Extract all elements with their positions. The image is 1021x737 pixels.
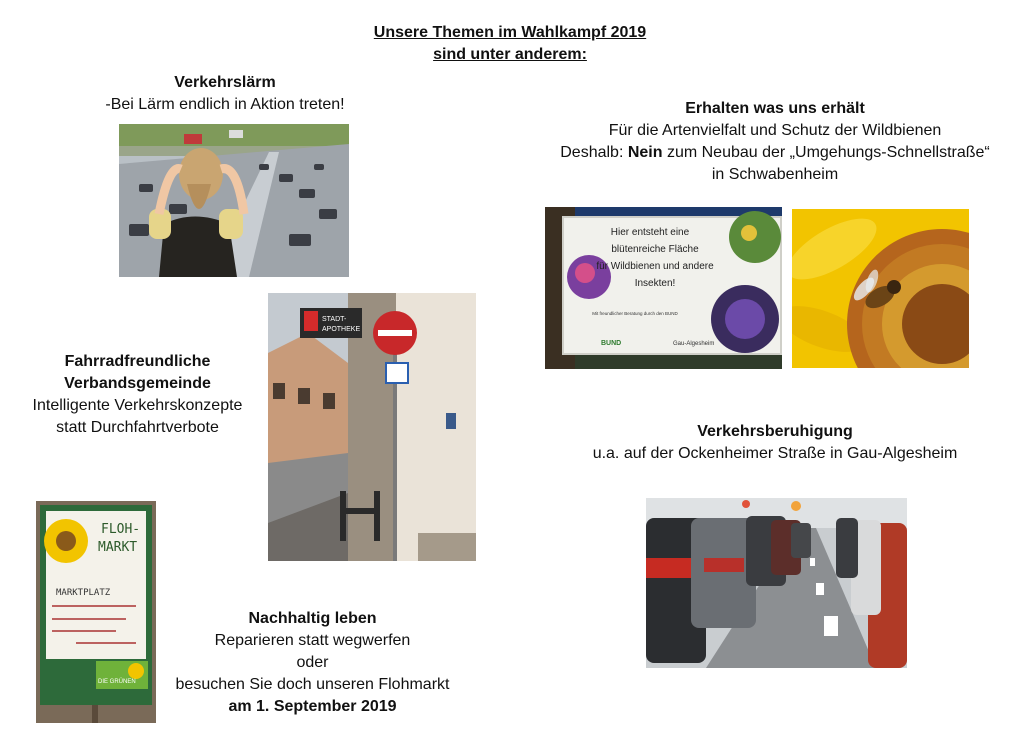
bee-sign-line-1: Hier entsteht eine bbox=[610, 227, 690, 238]
fahrrad-line-2: statt Durchfahrtverbote bbox=[56, 419, 219, 436]
fahrrad-line-1: Intelligente Verkehrskonzepte bbox=[32, 397, 243, 414]
bee-sign-logo-gau: Gau-Algesheim bbox=[673, 341, 715, 347]
erhalten-line-2 bbox=[530, 142, 1020, 164]
sunflower-bee-photo bbox=[792, 209, 969, 368]
flea-sign-line-2: MARKT bbox=[98, 540, 138, 555]
pharmacy-sign-line-1: STADT- bbox=[322, 316, 347, 323]
highway-noise-photo bbox=[119, 124, 349, 277]
verkehrsberuhigung-text: u.a. auf der Ockenheimer Straße in Gau-Algesheim bbox=[592, 445, 958, 462]
flea-sign-logo: DIE GRÜNEN bbox=[98, 679, 136, 685]
nachhaltig-line-3: besuchen Sie doch unseren Flohmarkt bbox=[175, 676, 450, 693]
nachhaltig-line-2: oder bbox=[296, 654, 329, 671]
nachhaltig-heading: Nachhaltig leben bbox=[248, 610, 377, 627]
bee-sign-logo-bund: BUND bbox=[601, 340, 622, 347]
flea-market-sign-photo bbox=[36, 501, 156, 723]
erhalten-heading: Erhalten was uns erhält bbox=[685, 100, 865, 117]
verkehrslaerm-heading: Verkehrslärm bbox=[174, 74, 276, 91]
erhalten-line-1: Für die Artenvielfalt und Schutz der Wildbienen bbox=[608, 122, 942, 139]
nachhaltig-line-1: Reparieren statt wegwerfen bbox=[214, 632, 411, 649]
traffic-jam-photo bbox=[646, 498, 907, 668]
flea-sign-line-3: MARKTPLATZ bbox=[56, 588, 111, 598]
bee-sign-line-2: blütenreiche Fläche bbox=[611, 244, 699, 255]
bee-sign-photo bbox=[545, 207, 782, 369]
verkehrslaerm-text: -Bei Lärm endlich in Aktion treten! bbox=[105, 96, 345, 113]
erhalten-line-2-prefix: Deshalb: bbox=[560, 144, 628, 161]
section-nachhaltig bbox=[160, 608, 465, 718]
erhalten-nein: Nein bbox=[627, 144, 663, 161]
nachhaltig-line-4: am 1. September 2019 bbox=[228, 698, 397, 715]
section-verkehrsberuhigung bbox=[570, 421, 980, 465]
bee-sign-small: Mit freundlicher Beratung durch den BUND bbox=[592, 311, 678, 316]
page-title bbox=[330, 22, 690, 66]
verkehrsberuhigung-heading: Verkehrsberuhigung bbox=[697, 423, 853, 440]
section-fahrrad bbox=[10, 351, 265, 439]
street-pharmacy-photo bbox=[268, 293, 476, 561]
pharmacy-sign-line-2: APOTHEKE bbox=[322, 326, 361, 333]
title-line-2: sind unter anderem: bbox=[433, 46, 587, 63]
section-verkehrslaerm bbox=[60, 72, 390, 116]
fahrrad-heading-1: Fahrradfreundliche bbox=[64, 353, 211, 370]
flea-sign-line-1: FLOH- bbox=[101, 522, 141, 537]
title-line-1: Unsere Themen im Wahlkampf 2019 bbox=[373, 24, 647, 41]
fahrrad-heading-2: Verbandsgemeinde bbox=[64, 375, 211, 392]
erhalten-line-3: in Schwabenheim bbox=[711, 166, 839, 183]
section-erhalten bbox=[530, 98, 1020, 186]
erhalten-line-2-suffix: zum Neubau der „Umgehungs-Schnellstraße“ bbox=[662, 144, 990, 161]
bee-sign-line-3: für Wildbienen und andere bbox=[596, 261, 714, 272]
bee-sign-line-4: Insekten! bbox=[634, 278, 676, 289]
